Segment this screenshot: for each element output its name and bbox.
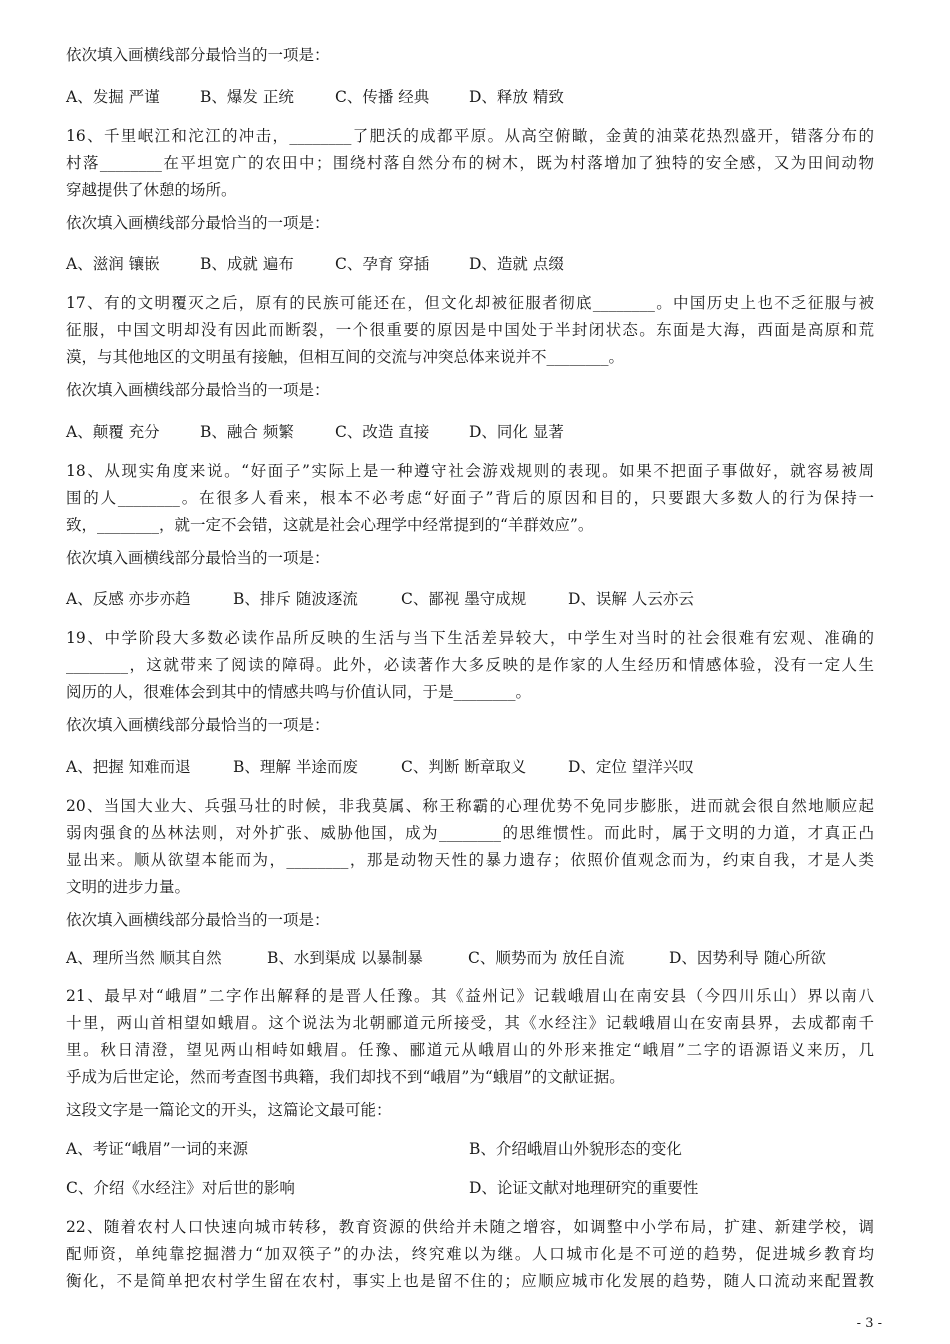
q19-option-d: D、定位 望洋兴叹: [568, 758, 694, 776]
q18-option-d: D、误解 人云亦云: [568, 590, 694, 608]
q21-stem: 21、最早对“峨眉”二字作出解释的是晋人任豫。其《益州记》记载峨眉山在南安县（今四川乐山）界以南八 十里，两山首相望如蛾眉。这个说法为北朝郦道元所接受，其《水经注》记载峨眉山在安南县界，去成都南千 里。秋日清澄，望见两山相峙如蛾眉。任豫、郦道元从峨眉山的外形来推定“峨眉”二字的语源语义来历，几 乎成为后世定论，然而考查图书典籍，我们却找不到“峨眉”为“蛾眉”的文献证据。: [66, 987, 874, 1086]
q16-option-d: D、造就 点缀: [469, 255, 564, 273]
q18-option-c: C、鄙视 墨守成规: [401, 590, 527, 608]
question-prompt: 依次填入画横线部分最恰当的一项是：: [66, 911, 330, 929]
q16-stem: 16、千里岷江和沱江的冲击，________了肥沃的成都平原。从高空俯瞰，金黄的油菜花热烈盛开，错落分布的 村落________在平坦宽广的农田中；围绕村落自然分布的树木，既为村落增加了独特的安全感，又为田间动物 穿越提供了休憩的场所。: [66, 127, 874, 199]
q20-option-a: A、理所当然 顺其自然: [66, 949, 222, 967]
q17-option-c: C、改造 直接: [335, 423, 430, 441]
question-prompt: 依次填入画横线部分最恰当的一项是：: [66, 214, 330, 232]
page-number: - 3 -: [856, 1316, 882, 1331]
q19-option-b: B、理解 半途而废: [233, 758, 358, 776]
question-prompt: 依次填入画横线部分最恰当的一项是：: [66, 716, 330, 734]
question-prompt: 依次填入画横线部分最恰当的一项是：: [66, 46, 330, 64]
q18-stem: 18、从现实角度来说。“好面子”实际上是一种遵守社会游戏规则的表现。如果不把面子事做好，就容易被周 围的人________。在很多人看来，根本不必考虑“好面子”背后的原因和目的，只要跟大多数人的行为保持一 致，________，就一定不会错，这就是社会心理学中经常提到的“羊群效应”。: [66, 462, 874, 534]
q15-option-d: D、释放 精致: [469, 88, 564, 106]
q18-option-a: A、反感 亦步亦趋: [66, 590, 191, 608]
question-prompt: 依次填入画横线部分最恰当的一项是：: [66, 549, 330, 567]
q20-stem: 20、当国大业大、兵强马壮的时候，非我莫属、称王称霸的心理优势不免同步膨胀，进而就会很自然地顺应起 弱肉强食的丛林法则，对外扩张、威胁他国，成为________的思维惯性。而此时，属于文明的力道，才真正凸 显出来。顺从欲望本能而为，________，那是动物天性的暴力遗存；依照价值观念而为，约束自我，才是人类 文明的进步力量。: [66, 797, 874, 896]
q16-option-a: A、滋润 镶嵌: [66, 255, 160, 273]
q21-option-b: B、介绍峨眉山外貌形态的变化: [469, 1140, 682, 1158]
q20-option-b: B、水到渠成 以暴制暴: [267, 949, 423, 967]
q20-option-c: C、顺势而为 放任自流: [468, 949, 625, 967]
q17-option-a: A、颠覆 充分: [66, 423, 160, 441]
q22-stem: 22、随着农村人口快速向城市转移，教育资源的供给并未随之增容，如调整中小学布局，扩建、新建学校，调 配师资，单纯靠挖掘潜力“加双筷子”的办法，终究难以为继。人口城市化是不可逆的趋势，促进城乡教育均 衡化，不是简单把农村学生留在农村，事实上也是留不住的；应顺应城市化发展的趋势，随人口流动来配置教: [66, 1218, 874, 1290]
q17-stem: 17、有的文明覆灭之后，原有的民族可能还在，但文化却被征服者彻底________。中国历史上也不乏征服与被 征服，中国文明却没有因此而断裂，一个很重要的原因是中国处于半封闭状态。东面是大海，西面是高原和荒 漠，与其他地区的文明虽有接触，但相互间的交流与冲突总体来说并不________。: [66, 294, 874, 366]
q20-option-d: D、因势利导 随心所欲: [669, 949, 826, 967]
q21-option-d: D、论证文献对地理研究的重要性: [469, 1179, 699, 1197]
q15-option-b: B、爆发 正统: [200, 88, 294, 106]
q16-option-b: B、成就 遍布: [200, 255, 294, 273]
question-prompt: 依次填入画横线部分最恰当的一项是：: [66, 381, 330, 399]
q19-option-a: A、把握 知难而退: [66, 758, 191, 776]
q15-option-c: C、传播 经典: [335, 88, 430, 106]
q15-option-a: A、发掘 严谨: [66, 88, 160, 106]
q19-stem: 19、中学阶段大多数必读作品所反映的生活与当下生活差异较大，中学生对当时的社会很难有宏观、准确的 ________，这就带来了阅读的障碍。此外，必读著作大多反映的是作家的人生经历和情感体验，没有一定人生 阅历的人，很难体会到其中的情感共鸣与价值认同，于是________。: [66, 629, 874, 701]
q21-prompt: 这段文字是一篇论文的开头，这篇论文最可能：: [66, 1101, 392, 1119]
q21-option-c: C、介绍《水经注》对后世的影响: [66, 1179, 295, 1197]
q17-option-d: D、同化 显著: [469, 423, 564, 441]
q18-option-b: B、排斥 随波逐流: [233, 590, 358, 608]
q16-option-c: C、孕育 穿插: [335, 255, 430, 273]
q21-option-a: A、考证“峨眉”一词的来源: [66, 1140, 249, 1158]
q17-option-b: B、融合 频繁: [200, 423, 294, 441]
q19-option-c: C、判断 断章取义: [401, 758, 527, 776]
